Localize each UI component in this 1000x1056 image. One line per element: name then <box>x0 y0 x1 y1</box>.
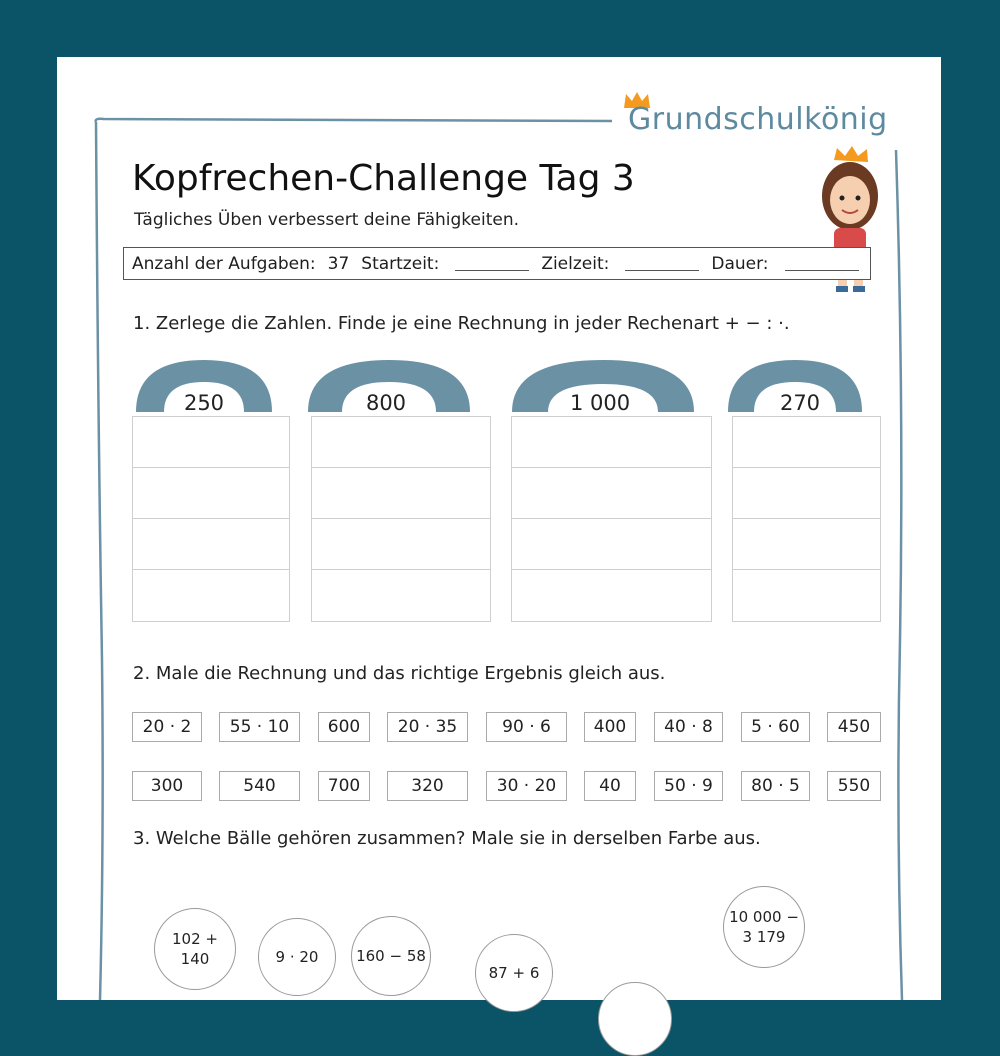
ball[interactable] <box>723 886 805 968</box>
start-time-label: Startzeit: <box>361 253 440 274</box>
answer-cell[interactable] <box>312 570 490 621</box>
ball-text: 160 − 58 <box>356 947 426 965</box>
calc-tile[interactable]: 5 · 60 <box>741 712 810 742</box>
task3-instruction: 3. Welche Bälle gehören zusammen? Male sie in derselben Farbe aus. <box>133 828 761 849</box>
calc-tile[interactable]: 30 · 20 <box>486 771 567 801</box>
calc-tile[interactable]: 40 · 8 <box>654 712 723 742</box>
answer-grid-270 <box>732 416 881 622</box>
result-tile[interactable]: 400 <box>584 712 636 742</box>
answer-cell[interactable] <box>733 519 880 570</box>
answer-cell[interactable] <box>512 519 711 570</box>
ball[interactable] <box>475 934 553 1012</box>
answer-cell[interactable] <box>512 468 711 519</box>
task1-instruction: 1. Zerlege die Zahlen. Finde je eine Rechnung in jeder Rechenart + − : ·. <box>133 313 790 334</box>
target-time-label: Zielzeit: <box>541 253 610 274</box>
answer-grid-1000 <box>511 416 712 622</box>
result-tile[interactable]: 40 <box>584 771 636 801</box>
number-270: 270 <box>779 391 821 415</box>
number-250: 250 <box>183 391 225 415</box>
answer-cell[interactable] <box>512 570 711 621</box>
ball-text: 3 179 <box>742 928 786 946</box>
duration-label: Dauer: <box>711 253 769 274</box>
ball[interactable] <box>598 982 672 1056</box>
answer-cell[interactable] <box>733 417 880 468</box>
answer-grid-800 <box>311 416 491 622</box>
ball-text: 87 + 6 <box>488 964 540 982</box>
result-tile[interactable]: 600 <box>318 712 370 742</box>
target-time-field[interactable] <box>625 256 699 271</box>
answer-grid-250 <box>132 416 290 622</box>
result-tile[interactable]: 450 <box>827 712 881 742</box>
answer-cell[interactable] <box>312 417 490 468</box>
answer-cell[interactable] <box>312 519 490 570</box>
brand-logo: Grundschulkönig <box>628 102 888 137</box>
ball-text: 10 000 − <box>729 908 799 926</box>
answer-cell[interactable] <box>133 417 289 468</box>
ball[interactable] <box>351 916 431 996</box>
answer-cell[interactable] <box>312 468 490 519</box>
ball-text: 102 + <box>172 930 218 948</box>
page-subtitle: Tägliches Üben verbessert deine Fähigkeiten. <box>134 210 520 230</box>
task-count-label: Anzahl der Aufgaben: <box>132 253 316 274</box>
calc-tile[interactable]: 20 · 35 <box>387 712 468 742</box>
result-tile[interactable]: 300 <box>132 771 202 801</box>
page-title: Kopfrechen-Challenge Tag 3 <box>132 158 635 199</box>
result-tile[interactable]: 540 <box>219 771 300 801</box>
task2-instruction: 2. Male die Rechnung und das richtige Ergebnis gleich aus. <box>133 663 666 684</box>
answer-cell[interactable] <box>733 570 880 621</box>
result-tile[interactable]: 700 <box>318 771 370 801</box>
number-800: 800 <box>365 391 407 415</box>
task-count-value: 37 <box>327 253 350 274</box>
ball[interactable] <box>258 918 336 996</box>
duration-field[interactable] <box>785 256 859 271</box>
answer-cell[interactable] <box>133 468 289 519</box>
info-box <box>123 247 871 280</box>
calc-tile[interactable]: 50 · 9 <box>654 771 723 801</box>
ball[interactable] <box>154 908 236 990</box>
result-tile[interactable]: 320 <box>387 771 468 801</box>
calc-tile[interactable]: 80 · 5 <box>741 771 810 801</box>
calc-tile[interactable]: 55 · 10 <box>219 712 300 742</box>
number-1000: 1 000 <box>569 391 631 415</box>
calc-tile[interactable]: 20 · 2 <box>132 712 202 742</box>
result-tile[interactable]: 550 <box>827 771 881 801</box>
calc-tile[interactable]: 90 · 6 <box>486 712 567 742</box>
answer-cell[interactable] <box>512 417 711 468</box>
answer-cell[interactable] <box>133 519 289 570</box>
answer-cell[interactable] <box>133 570 289 621</box>
ball-text: 140 <box>180 950 210 968</box>
ball-text: 9 · 20 <box>275 948 319 966</box>
start-time-field[interactable] <box>455 256 529 271</box>
answer-cell[interactable] <box>733 468 880 519</box>
